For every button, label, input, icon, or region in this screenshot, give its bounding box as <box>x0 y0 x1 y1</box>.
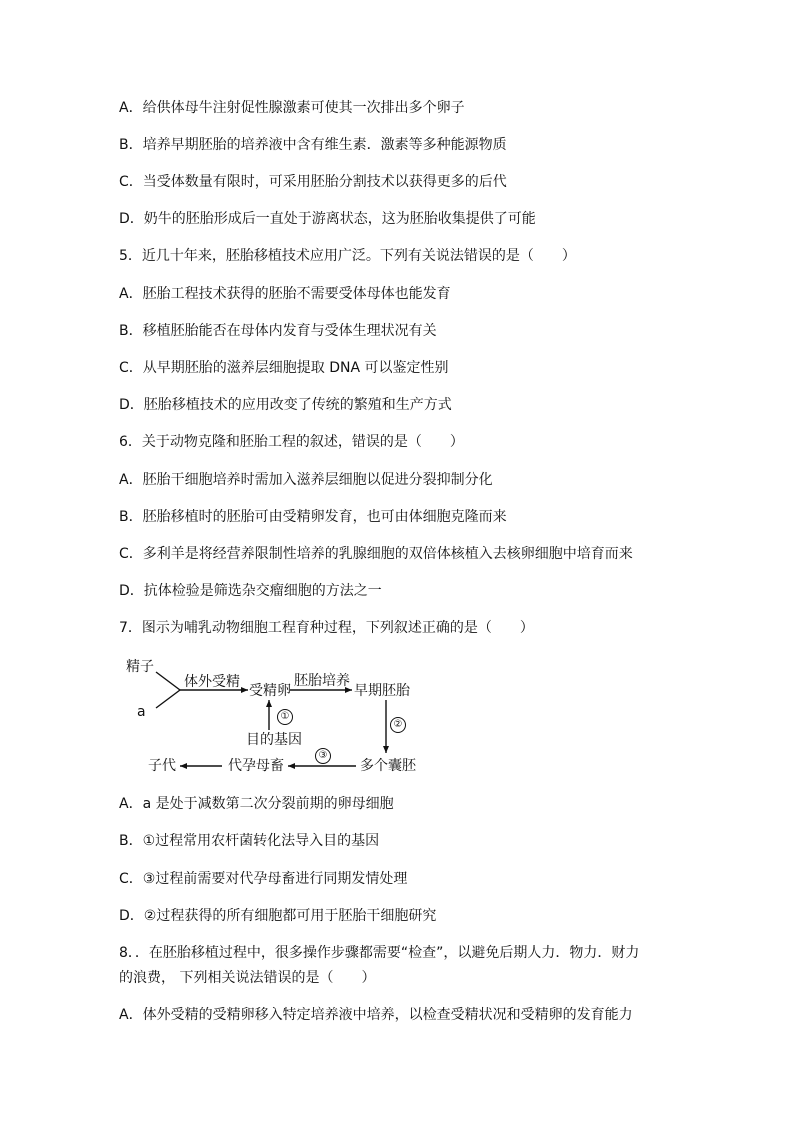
early-embryo-label: 早期胚胎 <box>354 683 410 699</box>
option-7c: C．③过程前需要对代孕母畜进行同期发情处理 <box>119 871 408 887</box>
target-gene-label: 目的基因 <box>246 732 302 748</box>
question-6: 6．关于动物克隆和胚胎工程的叙述，错误的是（ ） <box>119 434 464 450</box>
offspring-label: 子代 <box>148 758 176 774</box>
ivf-label: 体外受精 <box>184 674 240 690</box>
question-8-line1: 8．．在胚胎移植过程中，很多操作步骤都需要“检查”，以避免后期人力．物力．财力 <box>119 945 640 961</box>
surrogate-label: 代孕母畜 <box>228 758 284 774</box>
step1-marker: ① <box>277 709 293 725</box>
option-7b: B．①过程常用农杆菌转化法导入目的基因 <box>119 833 380 849</box>
sperm-branch-line <box>156 672 180 690</box>
option-5c: C．从早期胚胎的滋养层细胞提取 DNA 可以鉴定性别 <box>119 360 449 376</box>
blastocysts-label: 多个囊胚 <box>360 758 416 774</box>
oocyte-a-label: a <box>137 704 146 720</box>
a-branch-line <box>156 690 180 708</box>
option-8a: A．体外受精的受精卵移入特定培养液中培养，以检查受精状况和受精卵的发育能力 <box>119 1007 633 1023</box>
option-6b: B．胚胎移植时的胚胎可由受精卵发育，也可由体细胞克隆而来 <box>119 509 507 525</box>
option-5a: A．胚胎工程技术获得的胚胎不需要受体母体也能发育 <box>119 286 451 302</box>
question-8-line2: 的浪费， 下列相关说法错误的是（ ） <box>119 970 376 986</box>
option-6c: C．多利羊是将经营养限制性培养的乳腺细胞的双倍体核植入去核卵细胞中培育而来 <box>119 546 633 562</box>
sperm-label: 精子 <box>126 659 154 675</box>
step3-marker: ③ <box>315 748 331 764</box>
zygote-label: 受精卵 <box>249 683 291 699</box>
option-7a: A．a 是处于减数第二次分裂前期的卵母细胞 <box>119 796 394 812</box>
option-5b: B．移植胚胎能否在母体内发育与受体生理状况有关 <box>119 323 437 339</box>
question-7: 7．图示为哺乳动物细胞工程育种过程，下列叙述正确的是（ ） <box>119 620 534 636</box>
breeding-flow-diagram <box>110 650 430 780</box>
option-7d: D．②过程获得的所有细胞都可用于胚胎干细胞研究 <box>119 908 437 924</box>
question-5: 5．近几十年来，胚胎移植技术应用广泛。下列有关说法错误的是（ ） <box>119 248 576 264</box>
embryo-culture-label: 胚胎培养 <box>294 673 350 689</box>
option-4a: A．给供体母牛注射促性腺激素可使其一次排出多个卵子 <box>119 100 465 116</box>
step2-marker: ② <box>390 717 406 733</box>
option-4d: D．奶牛的胚胎形成后一直处于游离状态，这为胚胎收集提供了可能 <box>119 211 536 227</box>
option-6a: A．胚胎干细胞培养时需加入滋养层细胞以促进分裂抑制分化 <box>119 472 493 488</box>
option-5d: D．胚胎移植技术的应用改变了传统的繁殖和生产方式 <box>119 397 452 413</box>
option-4b: B．培养早期胚胎的培养液中含有维生素．激素等多种能源物质 <box>119 137 507 153</box>
option-6d: D．抗体检验是筛选杂交瘤细胞的方法之一 <box>119 583 382 599</box>
option-4c: C．当受体数量有限时，可采用胚胎分割技术以获得更多的后代 <box>119 174 507 190</box>
